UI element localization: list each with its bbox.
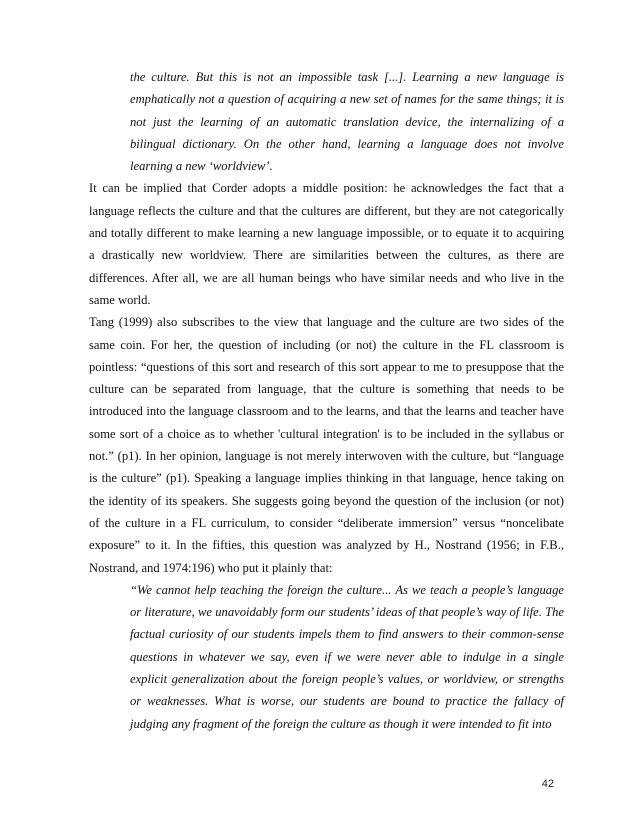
body-text [89,66,564,735]
paragraph-tang: Tang (1999) also subscribes to the view that language and the culture are two sides of the same coin. For her, the question of including (or not) the culture in the FL classroom is pointless: “questions of this sort and research of this sort appear to me to presuppose that the culture can be separated from language, that the culture is something that needs to be introduced into the language classroom and to the learns, and that the learns and teacher have some sort of a choice as to whether 'cultural integration' is to be included in the syllabus or not.” (p1). In her opinion, language is not merely interwoven with the culture, but “language is the culture” (p1). Speaking a language implies thinking in that language, hence taking on the identity of its speakers. She suggests going beyond the question of the inclusion (or not) of the culture in a FL curriculum, to consider “deliberate immersion” versus “noncelibate exposure” to it. In the fifties, this question was analyzed by H., Nostrand (1956; in F.B., Nostrand, and 1974:196) who put it plainly that: [89,315,564,575]
block-quote-corder: the culture. But this is not an impossible task [...]. Learning a new language is emphatically not a question of acquiring a new set of names for the same things; it is not just the learning of an automatic translation device, the internalizing of a bilingual dictionary. On the other hand, learning a language does not involve learning a new ‘worldview’. [130,70,564,174]
paragraph-corder-middle-position: It can be implied that Corder adopts a middle position: he acknowledges the fact that a language reflects the culture and that the cultures are different, but they are not categorically and totally different to make learning a new language impossible, or to equate it to acquiring a drastically new worldview. There are similarities between the cultures, as there are differences. After all, we are all human beings who have similar needs and who live in the same world. [89,181,564,307]
page-number: 42 [541,778,554,790]
block-quote-nostrand: “We cannot help teaching the foreign the culture... As we teach a people’s language or literature, we unavoidably form our students’ ideas of that people’s way of life. The factual curiosity of our students impels them to find answers to their common-sense questions in whatever we say, even if we were never able to indulge in a single explicit generalization about the foreign people’s values, or worldview, or strengths or weaknesses. What is worse, our students are bound to practice the fallacy of judging any fragment of the foreign the culture as though it were intended to fit into [130,582,564,731]
